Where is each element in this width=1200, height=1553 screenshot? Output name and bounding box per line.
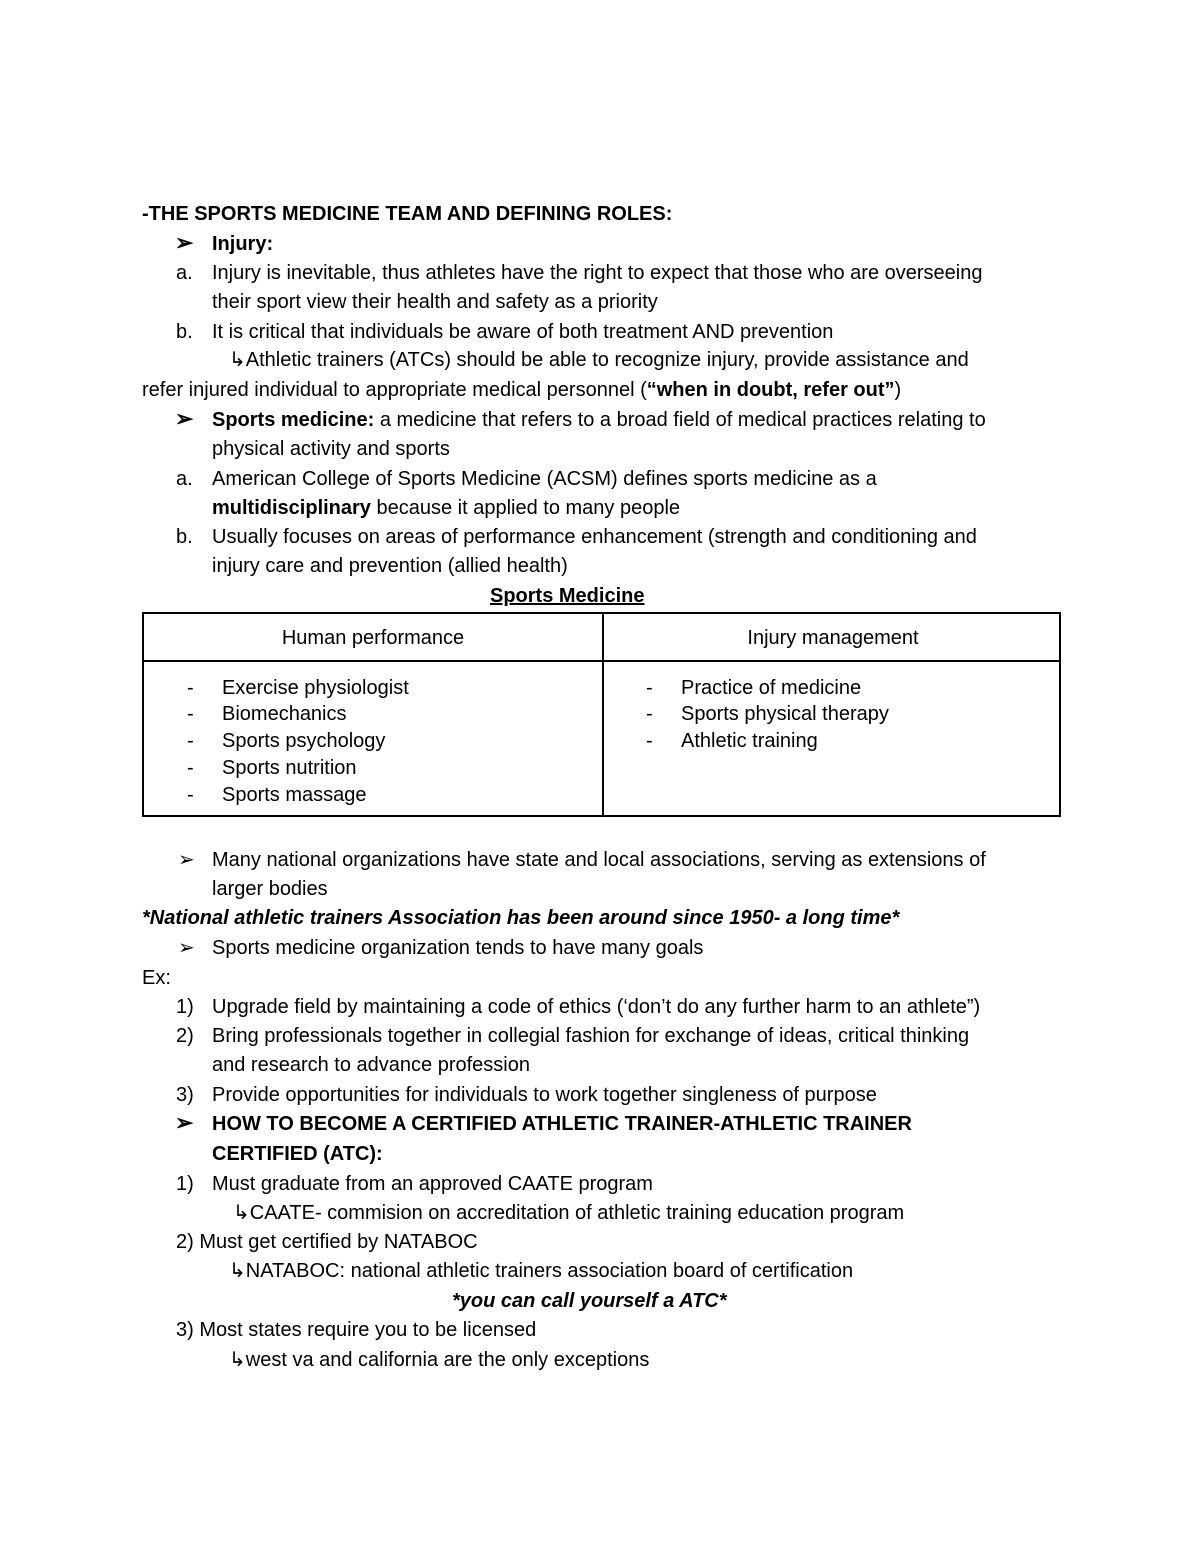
certification-step2: 2) Must get certified by NATABOC <box>176 1231 478 1253</box>
list-marker: 3) <box>176 1084 194 1106</box>
table-header-divider <box>144 660 1059 662</box>
injury-subpoint-line1: ↳Athletic trainers (ATCs) should be able to recognize injury, provide assistance and <box>229 349 969 371</box>
sports-medicine-definition-line1 <box>212 408 986 432</box>
certification-step3: 3) Most states require you to be licensed <box>176 1319 537 1341</box>
goal-item: Bring professionals together in collegial fashion for exchange of ideas, critical thinking <box>212 1025 970 1047</box>
list-dash: - <box>187 784 194 806</box>
injury-subpoint-post: ) <box>894 379 902 401</box>
table-cell-item: Athletic training <box>681 730 818 752</box>
nata-note: *National athletic trainers Association has been around since 1950- a long time* <box>142 907 900 929</box>
certification-heading-line1: HOW TO BECOME A CERTIFIED ATHLETIC TRAINER-ATHLETIC TRAINER <box>212 1113 912 1135</box>
list-dash: - <box>646 677 653 699</box>
table-cell-item: Sports psychology <box>222 730 386 752</box>
list-marker: b. <box>176 526 193 548</box>
list-marker: b. <box>176 321 193 343</box>
certification-heading-line2: CERTIFIED (ATC): <box>212 1143 383 1165</box>
certification-step3-sub: ↳west va and california are the only exceptions <box>229 1349 650 1371</box>
sports-medicine-definition-line2: physical activity and sports <box>212 438 450 460</box>
goals-line: Sports medicine organization tends to have many goals <box>212 937 704 959</box>
multidisciplinary-term: multidisciplinary <box>212 497 371 519</box>
refer-out-quote: “when in doubt, refer out” <box>646 379 895 401</box>
table-header-injury-management: Injury management <box>747 627 919 649</box>
list-dash: - <box>646 703 653 725</box>
certification-step2-sub: ↳NATABOC: national athletic trainers association board of certification <box>229 1260 854 1282</box>
list-marker: a. <box>176 262 193 284</box>
acsm-line1: American College of Sports Medicine (ACSM) defines sports medicine as a <box>212 468 877 490</box>
page-heading: -THE SPORTS MEDICINE TEAM AND DEFINING ROLES: <box>142 203 673 225</box>
bullet-arrow-icon: ➢ <box>178 937 195 959</box>
orgs-line1: Many national organizations have state and local associations, serving as extensions of <box>212 849 986 871</box>
ex-label: Ex: <box>142 967 171 989</box>
certification-step1-sub: ↳CAATE- commision on accreditation of athletic training education program <box>233 1202 905 1224</box>
atc-note: *you can call yourself a ATC* <box>452 1290 727 1312</box>
acsm-line2-rest: because it applied to many people <box>370 497 681 519</box>
injury-point-b-line1: It is critical that individuals be aware of both treatment AND prevention <box>212 321 834 343</box>
table-title: Sports Medicine <box>490 585 645 607</box>
table-cell-item: Biomechanics <box>222 703 347 725</box>
list-marker: 1) <box>176 996 194 1018</box>
list-dash: - <box>187 730 194 752</box>
goal-item: Upgrade field by maintaining a code of ethics (‘don’t do any further harm to an athlete”) <box>212 996 981 1018</box>
table-cell-item: Sports nutrition <box>222 757 357 779</box>
sports-medicine-text: a medicine that refers to a broad field of medical practices relating to <box>374 409 986 431</box>
injury-point-a-line2: their sport view their health and safety as a priority <box>212 291 658 313</box>
table-cell-item: Sports physical therapy <box>681 703 889 725</box>
list-dash: - <box>187 677 194 699</box>
injury-subpoint-line2 <box>142 378 901 402</box>
list-dash: - <box>187 757 194 779</box>
focus-line2: injury care and prevention (allied health) <box>212 555 568 577</box>
table-cell-item: Practice of medicine <box>681 677 862 699</box>
list-marker: a. <box>176 468 193 490</box>
injury-subpoint-pre: refer injured individual to appropriate medical personnel ( <box>142 379 647 401</box>
bullet-arrow-icon: ➢ <box>175 230 194 255</box>
list-marker: 2) <box>176 1025 194 1047</box>
injury-point-a-line1: Injury is inevitable, thus athletes have the right to expect that those who are overseeing <box>212 262 983 284</box>
table-cell-item: Sports massage <box>222 784 367 806</box>
injury-label: Injury: <box>212 233 274 255</box>
certification-step1: Must graduate from an approved CAATE program <box>212 1173 653 1195</box>
table-header-human-performance: Human performance <box>281 627 465 649</box>
goal-item-continued: and research to advance profession <box>212 1054 530 1076</box>
list-marker: 1) <box>176 1173 194 1195</box>
goal-item: Provide opportunities for individuals to work together singleness of purpose <box>212 1084 877 1106</box>
focus-line1: Usually focuses on areas of performance enhancement (strength and conditioning and <box>212 526 977 548</box>
sports-medicine-table <box>142 612 1061 817</box>
bullet-arrow-icon: ➢ <box>175 1110 194 1135</box>
list-dash: - <box>646 730 653 752</box>
bullet-arrow-icon: ➢ <box>178 849 195 871</box>
sports-medicine-label: Sports medicine: <box>212 409 375 431</box>
acsm-line2 <box>212 496 680 520</box>
list-dash: - <box>187 703 194 725</box>
bullet-arrow-icon: ➢ <box>175 406 194 431</box>
orgs-line2: larger bodies <box>212 878 328 900</box>
table-cell-item: Exercise physiologist <box>222 677 409 699</box>
